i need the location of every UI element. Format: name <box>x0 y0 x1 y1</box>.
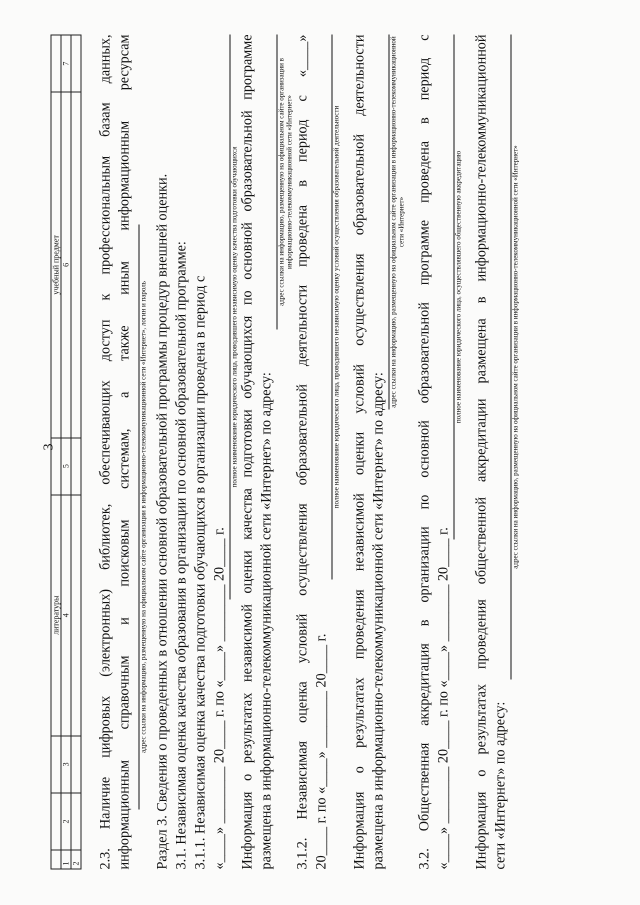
table-header-row <box>51 35 61 869</box>
info1-caption: адрес ссылки на информацию, размещенную на официальном сайте организации в информационно-телекоммуникационной сети «Интернет» <box>277 35 294 330</box>
table-cell <box>71 92 81 437</box>
table-cell: 4 <box>61 495 71 736</box>
info2-line1: Информация о результатах проведения независимой оценки условий осуществления образовательной деятельности <box>351 34 368 870</box>
rotated-sheet <box>51 35 591 870</box>
table-cell <box>71 793 81 850</box>
s312-line1: 3.1.2. Независимая оценка условий осуществления образовательной деятельности проведена в период с «____» <box>294 34 311 870</box>
s32-caption: полное наименование юридического лица, осуществлявшего общественную аккредитацию <box>454 35 463 540</box>
table-cell: учебный предмет <box>51 92 61 437</box>
s23-line2: информационным справочным и поисковым системам, а также иным информационным ресурсам <box>116 34 133 870</box>
table-cell <box>71 736 81 793</box>
info3-caption: адрес ссылки на информацию, размещенную на официальном сайте организации в информационно-телекоммуникационной сети «Интернет» <box>511 35 520 680</box>
table-row <box>71 35 81 869</box>
page-number: 3 <box>41 443 57 451</box>
s312-line2: 20____ г. по «____» ________ 20____ г. <box>313 633 330 870</box>
s23-caption: адрес ссылки на информацию, размещенную на официальном сайте организации в информационно-телекоммуникационной сети «Интернет», логин и пароль <box>139 225 148 810</box>
table-cell: 2 <box>61 793 71 850</box>
table-cell <box>51 793 61 850</box>
table-cell: 6 <box>61 92 71 437</box>
s311-caption: полное наименование юридического лица, проводившего независимую оценку качества подготовки обучающихся <box>230 35 239 600</box>
s311-dates: «____» ________ 20____ г. по «____» ________ 20____ г. <box>211 527 228 870</box>
table-cell <box>51 438 61 495</box>
table-cell: 2 <box>71 850 81 869</box>
table-cell <box>51 850 61 869</box>
table-cell: 7 <box>61 35 71 92</box>
table-cell <box>51 35 61 92</box>
subjects-table <box>51 35 82 870</box>
s32-line2: «____» ________ 20____ г. по «____» ________ 20____ г. <box>435 527 452 870</box>
info2-caption: адрес ссылки на информацию, размещенную на официальном сайте организации в информационно-телекоммуникационной сети «Интернет» <box>389 36 406 408</box>
s312-caption: полное наименование юридического лица, проводившего независимую оценку условий осуществления образовательной деятельности <box>332 35 341 580</box>
table-cell <box>51 736 61 793</box>
table-cell <box>71 438 81 495</box>
info3-line1: Информация о результатах проведения общественной аккредитации размещена в информационно-телекоммуникационной <box>473 34 490 870</box>
table-cell: 5 <box>61 438 71 495</box>
table-cell: 3 <box>61 736 71 793</box>
s31-heading: 3.1. Независимая оценка качества образования в организации по основной образовательной программе: <box>173 241 190 870</box>
info3-line2: сети «Интернет» по адресу: <box>492 701 509 870</box>
section3-title: Раздел 3. Сведения о проведенных в отношении основной образовательной программы процедур внешней оценки. <box>154 173 171 870</box>
document-body <box>97 35 520 870</box>
info1-line1: Информация о результатах независимой оценки качества подготовки обучающихся по основной образовательной программе <box>239 34 256 870</box>
s311-heading: 3.1.1. Независимая оценка качества подготовки обучающихся в организации проведена в период с <box>192 275 209 870</box>
table-cell <box>71 495 81 736</box>
table-cell: 1 <box>61 850 71 869</box>
table-cell: литературы <box>51 495 61 736</box>
table-cell <box>71 35 81 92</box>
info1-line2: размещена в информационно-телекоммуникационной сети «Интернет» по адресу: <box>258 372 275 870</box>
s32-line1: 3.2. Общественная аккредитация в организации по основной образовательной программе проведена в период с <box>416 34 433 870</box>
table-number-row <box>61 35 71 869</box>
s23-line1: 2.3. Наличие цифровых (электронных) библиотек, обеспечивающих доступ к профессиональным базам данных, <box>97 34 114 870</box>
info2-line2: размещена в информационно-телекоммуникационной сети «Интернет» по адресу: <box>370 372 387 870</box>
